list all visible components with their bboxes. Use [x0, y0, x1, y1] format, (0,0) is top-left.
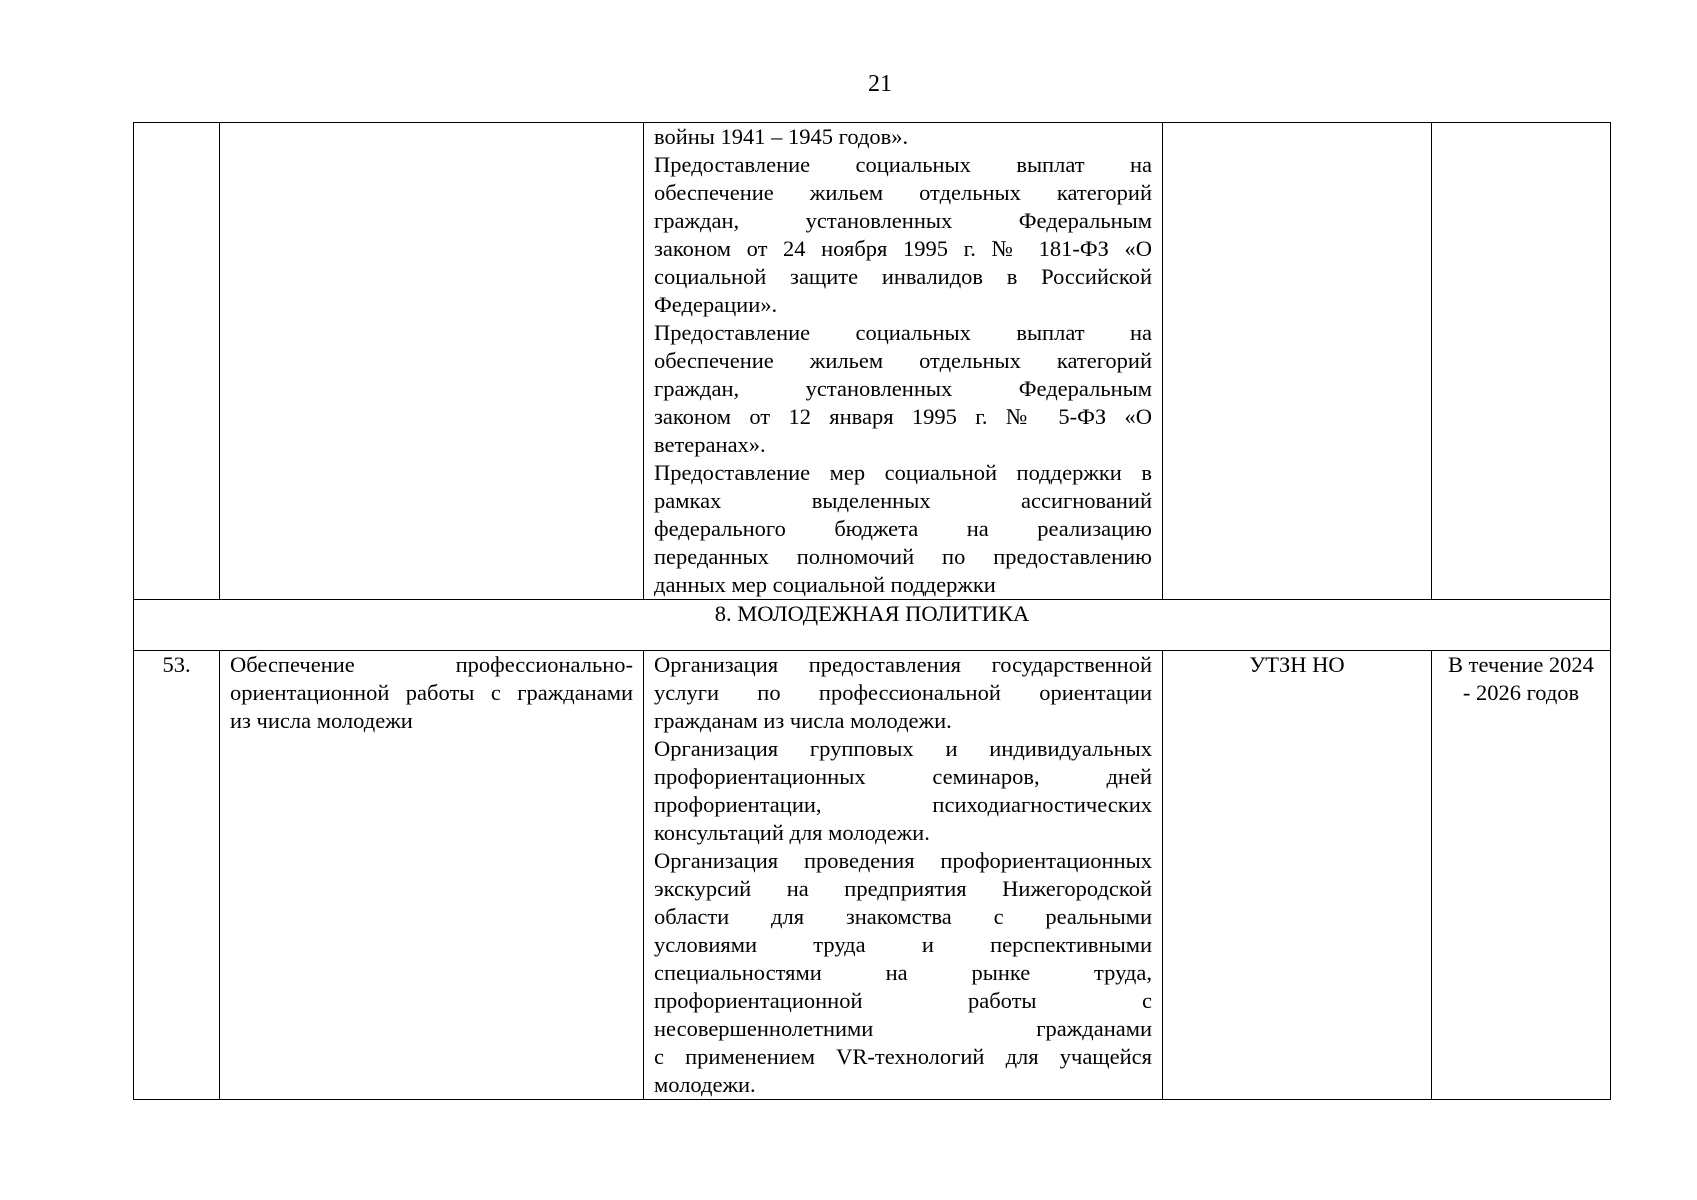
action-line: Организация проведения профориентационных: [654, 848, 1152, 873]
action-paragraph: [654, 847, 1152, 1099]
table-row-continuation: [134, 123, 1611, 600]
action-line: федерального бюджета на реализацию: [654, 516, 1152, 541]
action-line: Организация групповых и индивидуальных: [654, 736, 1152, 761]
action-line: молодежи.: [654, 1072, 756, 1097]
action-line: рамках выделенных ассигнований: [654, 488, 1152, 513]
action-line: гражданам из числа молодежи.: [654, 708, 952, 733]
action-paragraph: [654, 735, 1152, 847]
action-line: области для знакомства с реальными: [654, 904, 1152, 929]
measures-table: [133, 122, 1611, 1100]
cell-executor: [1163, 123, 1432, 600]
cell-measure: [220, 651, 644, 1100]
action-line: Федерации».: [654, 292, 778, 317]
action-paragraph: [654, 651, 1152, 735]
cell-number: [134, 123, 220, 600]
action-line: войны 1941 – 1945 годов».: [654, 124, 909, 149]
measure-line: Обеспечение профессионально-: [230, 652, 633, 677]
action-line: с применением VR-технологий для учащейся: [654, 1044, 1152, 1069]
action-line: специальностями на рынке труда,: [654, 960, 1152, 985]
cell-deadline: [1432, 123, 1611, 600]
action-paragraph: [654, 151, 1152, 319]
action-line: Предоставление социальных выплат на: [654, 152, 1152, 177]
cell-actions: [644, 123, 1163, 600]
action-line: обеспечение жильем отдельных категорий: [654, 348, 1152, 373]
action-line: социальной защите инвалидов в Российской: [654, 264, 1152, 289]
action-line: консультаций для молодежи.: [654, 820, 930, 845]
action-line: профориентации, психодиагностических: [654, 792, 1152, 817]
action-line: профориентационных семинаров, дней: [654, 764, 1152, 789]
cell-executor: УТЗН НО: [1163, 651, 1432, 1100]
cell-deadline: [1432, 651, 1611, 1100]
action-line: обеспечение жильем отдельных категорий: [654, 180, 1152, 205]
action-line: граждан, установленных Федеральным: [654, 376, 1152, 401]
measure-line: из числа молодежи: [230, 708, 413, 733]
action-line: ветеранах».: [654, 432, 766, 457]
action-line: экскурсий на предприятия Нижегородской: [654, 876, 1152, 901]
measure-line: ориентационной работы с гражданами: [230, 680, 633, 705]
page-number: 21: [868, 71, 892, 97]
action-line: Предоставление социальных выплат на: [654, 320, 1152, 345]
cell-measure: [220, 123, 644, 600]
action-line: данных мер социальной поддержки: [654, 572, 996, 597]
action-line: Предоставление мер социальной поддержки в: [654, 460, 1152, 485]
action-line: профориентационной работы с: [654, 988, 1152, 1013]
action-paragraph: [654, 123, 1152, 151]
cell-actions: [644, 651, 1163, 1100]
action-line: несовершеннолетними гражданами: [654, 1016, 1152, 1041]
action-line: Организация предоставления государственной: [654, 652, 1152, 677]
deadline-line: - 2026 годов: [1462, 680, 1580, 705]
table-row-53: [134, 651, 1611, 1100]
row-number: 53.: [134, 651, 220, 1100]
action-line: законом от 24 ноября 1995 г. № 181-ФЗ «О: [654, 236, 1152, 261]
section-title: 8. МОЛОДЕЖНАЯ ПОЛИТИКА: [134, 600, 1611, 651]
action-line: граждан, установленных Федеральным: [654, 208, 1152, 233]
measure-paragraph: [230, 651, 633, 735]
action-paragraph: [654, 319, 1152, 459]
action-paragraph: [654, 459, 1152, 599]
section-header-row: [134, 600, 1611, 651]
action-line: условиями труда и перспективными: [654, 932, 1152, 957]
deadline-line: В течение 2024: [1448, 652, 1594, 677]
action-line: услуги по профессиональной ориентации: [654, 680, 1152, 705]
action-line: переданных полномочий по предоставлению: [654, 544, 1152, 569]
action-line: законом от 12 января 1995 г. № 5-ФЗ «О: [654, 404, 1152, 429]
